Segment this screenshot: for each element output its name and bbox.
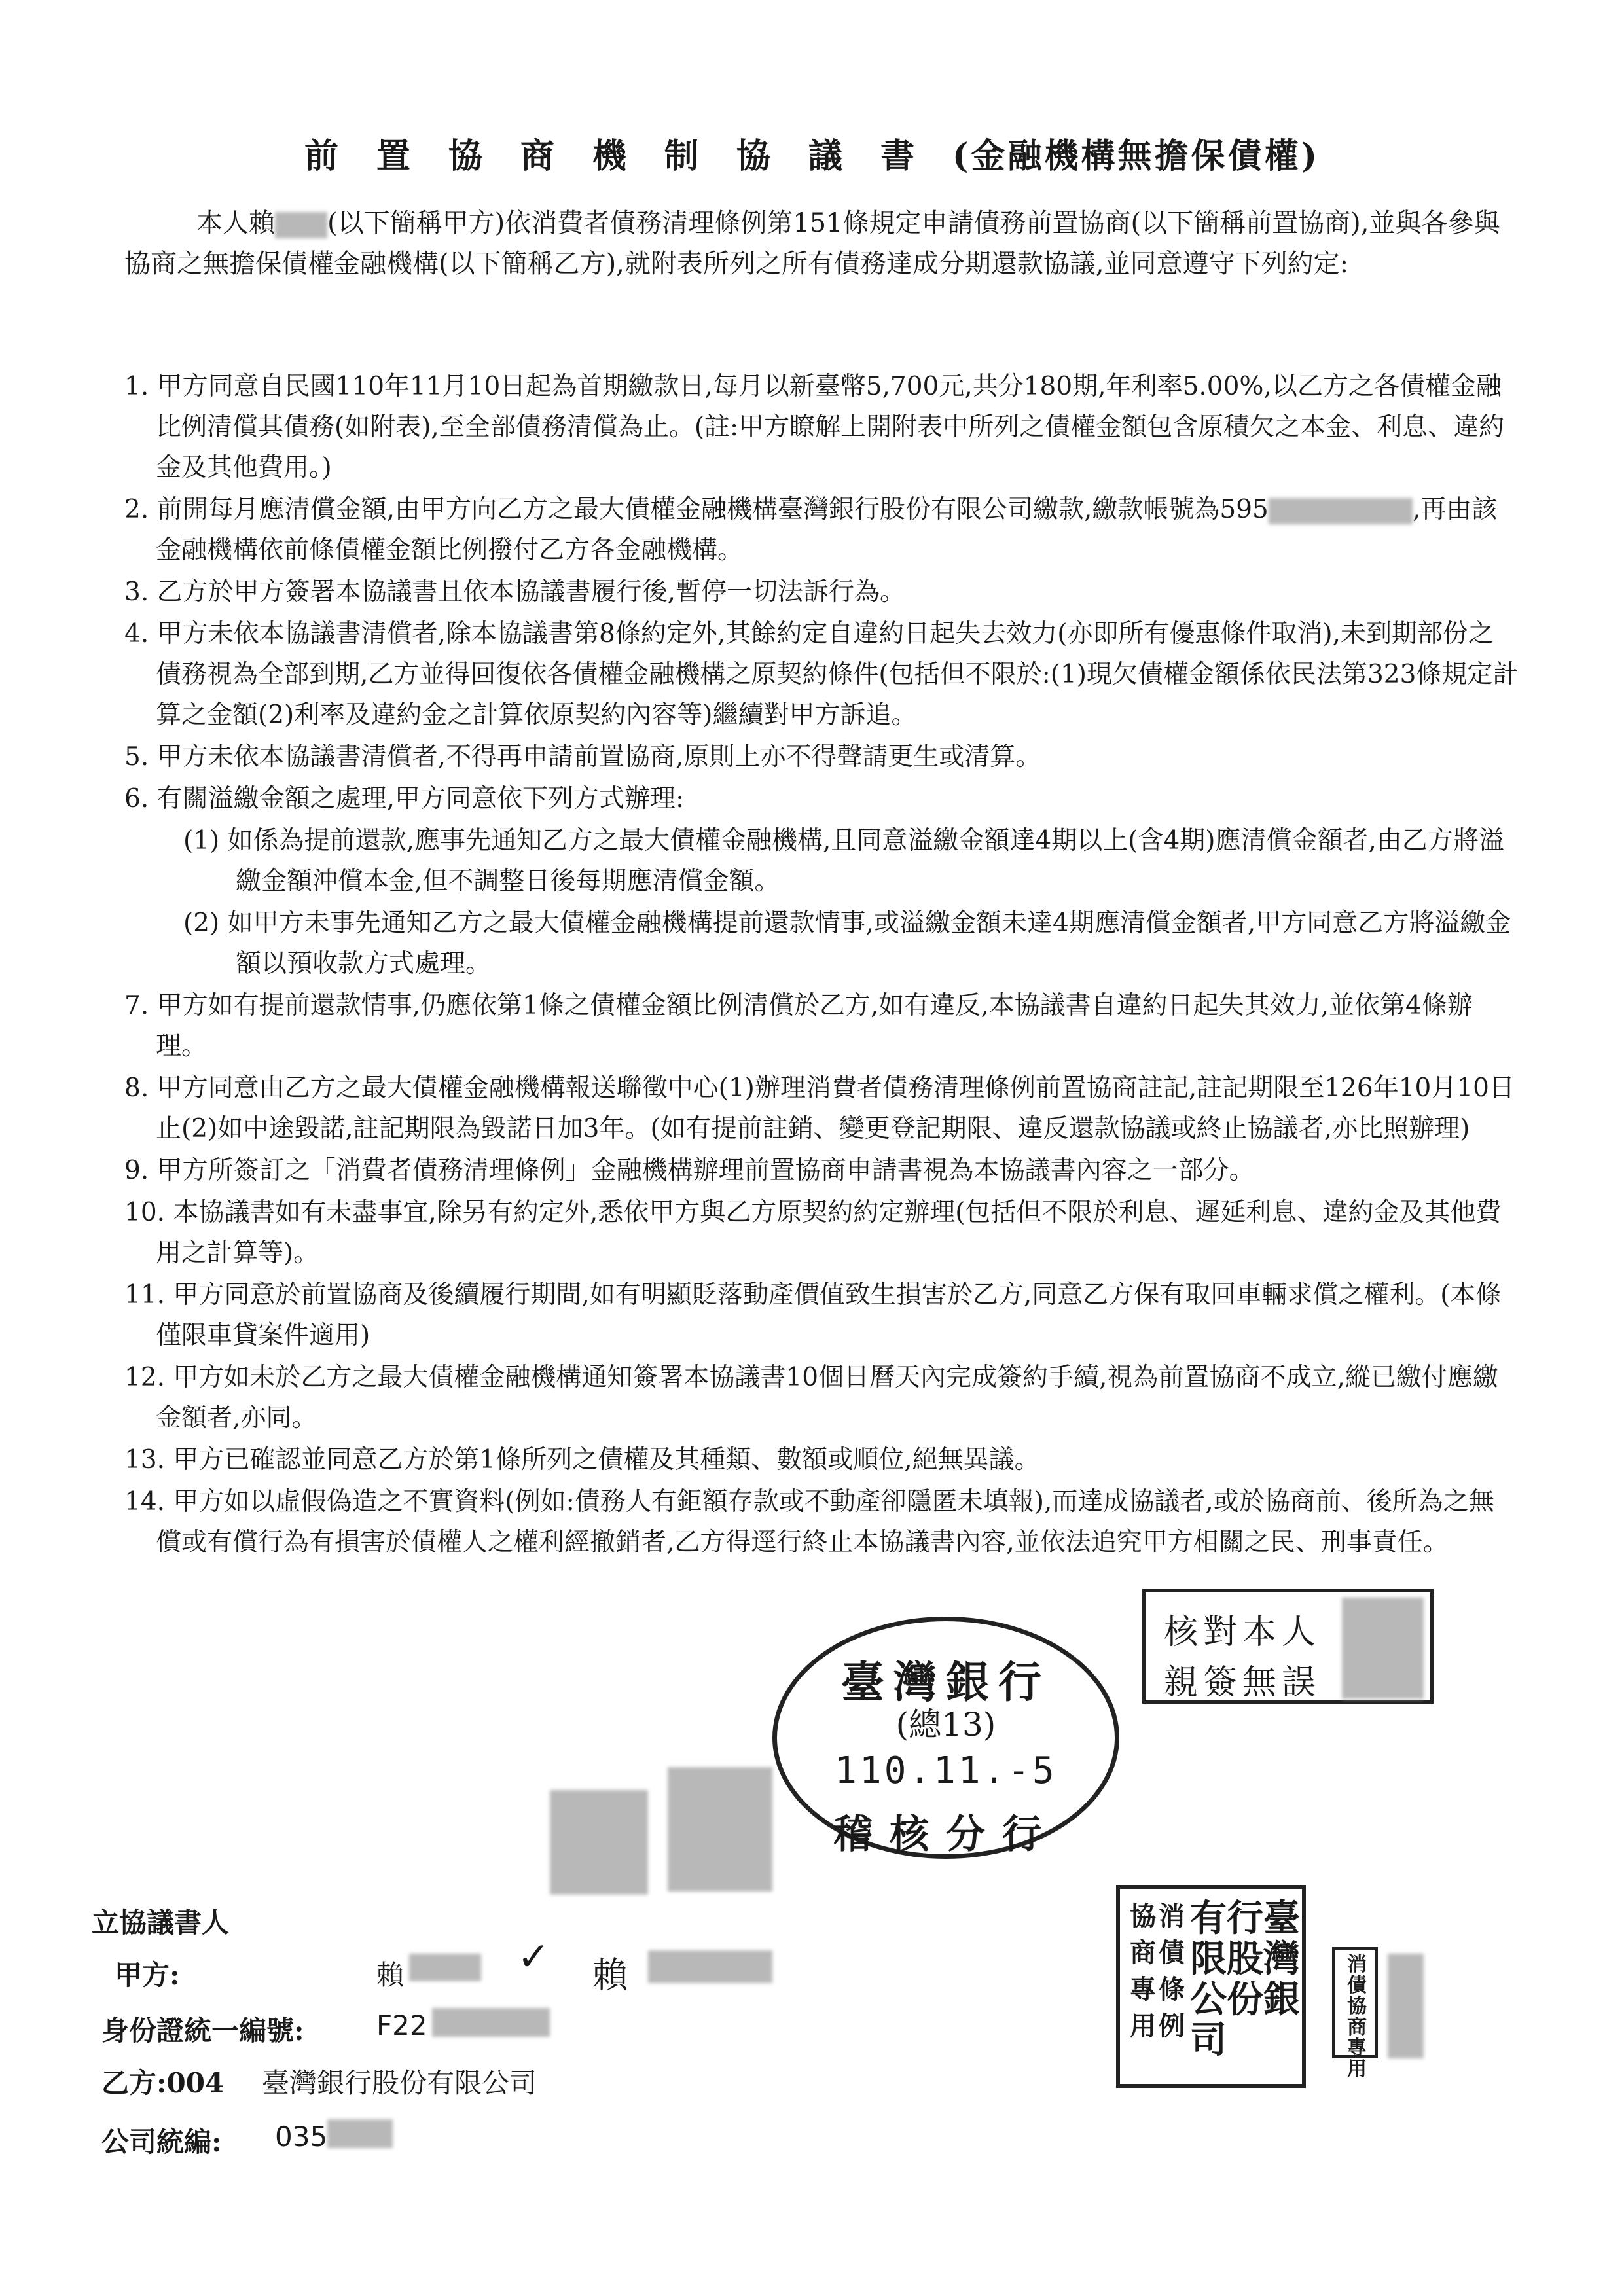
party-b-label: 乙方:004 bbox=[101, 2067, 225, 2099]
party-a-label: 甲方: bbox=[115, 1959, 180, 1991]
clause-1: 1. 甲方同意自民國110年11月10日起為首期繳款日,每月以新臺幣5,700元,共分180期,年利率5.00%,以乙方之各債權金融比例清償其債務(如附表),至全部債務清償為止。(註:甲方瞭解上開附表中所列之債權金額包含原積欠之本金、利息、違約金及其他費用。) bbox=[124, 372, 1505, 482]
clause-4: 4. 甲方未依本協議書清償者,除本協議書第8條約定外,其餘約定自違約日起失去效力(亦即所有優惠條件取消),未到期部份之債務視為全部到期,乙方並得回復依各債權金融機構之原契約條件(包括但不限於:(1)現欠債權金額係依民法第323條規定計算之金額(2)利率及違約金之計算依原契約內容等)繼續對甲方訴追。 bbox=[124, 619, 1519, 730]
party-a-signature: 賴 bbox=[592, 1954, 628, 1996]
clause-list bbox=[124, 367, 1519, 1564]
redacted-party-a-signature bbox=[648, 1950, 772, 1983]
intro-part1: 本人賴 bbox=[196, 208, 275, 238]
clause-11: 11. 甲方同意於前置協商及後續履行期間,如有明顯貶落動產價值致生損害於乙方,同意乙方保有取回車輛求償之權利。(本條僅限車貸案件適用) bbox=[124, 1280, 1502, 1350]
clause-6: 6. 有關溢繳金額之處理,甲方同意依下列方式辦理: bbox=[124, 784, 685, 814]
redacted-id-number bbox=[432, 2008, 550, 2037]
title-main: 前置協商機制協議書 bbox=[304, 136, 952, 176]
seal-col-3: 有限公司 bbox=[1190, 1897, 1227, 2062]
seal-col-4: 消債條例 bbox=[1159, 1901, 1185, 2041]
redacted-seal-2 bbox=[668, 1767, 772, 1892]
redacted-seal-1 bbox=[550, 1790, 648, 1895]
check-mark: ✓ bbox=[517, 1934, 550, 1980]
party-a-name: 賴 bbox=[376, 1959, 405, 1991]
signatory-heading: 立協議書人 bbox=[92, 1907, 230, 1939]
clause-13: 13. 甲方已確認並同意乙方於第1條所列之債權及其種類、數額或順位,絕無異議。 bbox=[124, 1445, 1040, 1475]
clause-3: 3. 乙方於甲方簽署本協議書且依本協議書履行後,暫停一切法訴行為。 bbox=[124, 577, 906, 607]
clause-9: 9. 甲方所簽訂之「消費者債務清理條例」金融機構辦理前置協商申請書視為本協議書內容之一部分。 bbox=[124, 1156, 1255, 1185]
redacted-company-number bbox=[327, 2119, 393, 2148]
redacted-party-a-name bbox=[409, 1954, 481, 1981]
clause-14: 14. 甲方如以虛假偽造之不實資料(例如:債務人有鉅額存款或不動產卻隱匿未填報),而達成協議者,或於協商前、後所為之無償或有償行為有損害於債權人之權利經撤銷者,乙方得逕行終止本協議書內容,並依法追究甲方相關之民、刑事責任。 bbox=[124, 1487, 1494, 1557]
seal-col-2: 行股份 bbox=[1227, 1897, 1263, 2021]
title-sub: (金融機構無擔保債權) bbox=[952, 136, 1320, 176]
id-number-value: F22 bbox=[376, 2009, 427, 2041]
company-number-label: 公司統編: bbox=[101, 2126, 222, 2158]
stamp-bank-name: 臺灣銀行 bbox=[841, 1657, 1051, 1708]
redacted-name bbox=[275, 212, 327, 238]
clause-6-1: (1) 如係為提前還款,應事先通知乙方之最大債權金融機構,且同意溢繳金額達4期以上(含4期)應清償金額者,由乙方將溢繳金額沖償本金,但不調整日後每期應清償金額。 bbox=[183, 826, 1504, 896]
clause-8: 8. 甲方同意由乙方之最大債權金融機構報送聯徵中心(1)辦理消費者債務清理條例前置協商註記,註記期限至126年10月10日止(2)如中途毀諾,註記期限為毀諾日加3年。(如有提前註銷、變更登記期限、違反還款協議或終止協議者,亦比照辦理) bbox=[124, 1073, 1515, 1143]
clause-5: 5. 甲方未依本協議書清償者,不得再申請前置協商,原則上亦不得聲請更生或清算。 bbox=[124, 742, 1041, 772]
id-number-label: 身份證統一編號: bbox=[101, 2015, 304, 2047]
clause-2 bbox=[124, 490, 1519, 571]
negotiation-seal bbox=[1332, 1947, 1378, 2081]
intro-paragraph bbox=[124, 203, 1519, 284]
company-number-value: 035 bbox=[275, 2121, 328, 2153]
redacted-account bbox=[1269, 498, 1413, 524]
redacted-personal-seal bbox=[1388, 1954, 1424, 2058]
small-seal-text: 消債協商專用 bbox=[1347, 1953, 1367, 2081]
stamp-branch-code: (總13) bbox=[895, 1706, 996, 1744]
clause-10: 10. 本協議書如有未盡事宜,除另有約定外,悉依甲方與乙方原契約約定辦理(包括但不限於利息、遲延利息、違約金及其他費用之計算等)。 bbox=[124, 1198, 1502, 1268]
party-b-name: 臺灣銀行股份有限公司 bbox=[262, 2067, 537, 2099]
clause-2-part-a: 2. 前開每月應清償金額,由甲方向乙方之最大債權金融機構臺灣銀行股份有限公司繳款,繳款帳號為595 bbox=[124, 495, 1269, 524]
clause-12: 12. 甲方如未於乙方之最大債權金融機構通知簽署本協議書10個日曆天內完成簽約手續,視為前置協商不成立,縱已繳付應繳金額者,亦同。 bbox=[124, 1363, 1498, 1433]
verification-stamp bbox=[1142, 1589, 1434, 1704]
stamp-branch-name: 稽核分行 bbox=[833, 1812, 1058, 1857]
seal-col-5: 協商專用 bbox=[1130, 1901, 1156, 2041]
verify-line-2: 親簽無誤 bbox=[1164, 1663, 1322, 1702]
verify-line-1: 核對本人 bbox=[1164, 1613, 1322, 1652]
clause-2-part-b: ,再由該金融機構依前條債權金額比例撥付乙方各金融機構。 bbox=[156, 495, 1498, 565]
bank-company-seal bbox=[1116, 1885, 1306, 2088]
stamp-date: 110.11.-5 bbox=[835, 1749, 1057, 1792]
redacted-officer-seal bbox=[1342, 1598, 1424, 1699]
seal-col-1: 臺灣銀 bbox=[1263, 1897, 1300, 2021]
document-title bbox=[0, 128, 1624, 177]
bank-date-stamp bbox=[772, 1617, 1119, 1859]
intro-part2: (以下簡稱甲方)依消費者債務清理條例第151條規定申請債務前置協商(以下簡稱前置協商),並與各參與協商之無擔保債權金融機構(以下簡稱乙方),就附表所列之所有債務達成分期還款協議,並同意遵守下列約定: bbox=[124, 208, 1500, 279]
clause-6-2: (2) 如甲方未事先通知乙方之最大債權金融機構提前還款情事,或溢繳金額未達4期應清償金額者,甲方同意乙方將溢繳金額以預收款方式處理。 bbox=[183, 908, 1511, 978]
clause-7: 7. 甲方如有提前還款情事,仍應依第1條之債權金額比例清償於乙方,如有違反,本協議書自違約日起失其效力,並依第4條辦理。 bbox=[124, 991, 1473, 1061]
